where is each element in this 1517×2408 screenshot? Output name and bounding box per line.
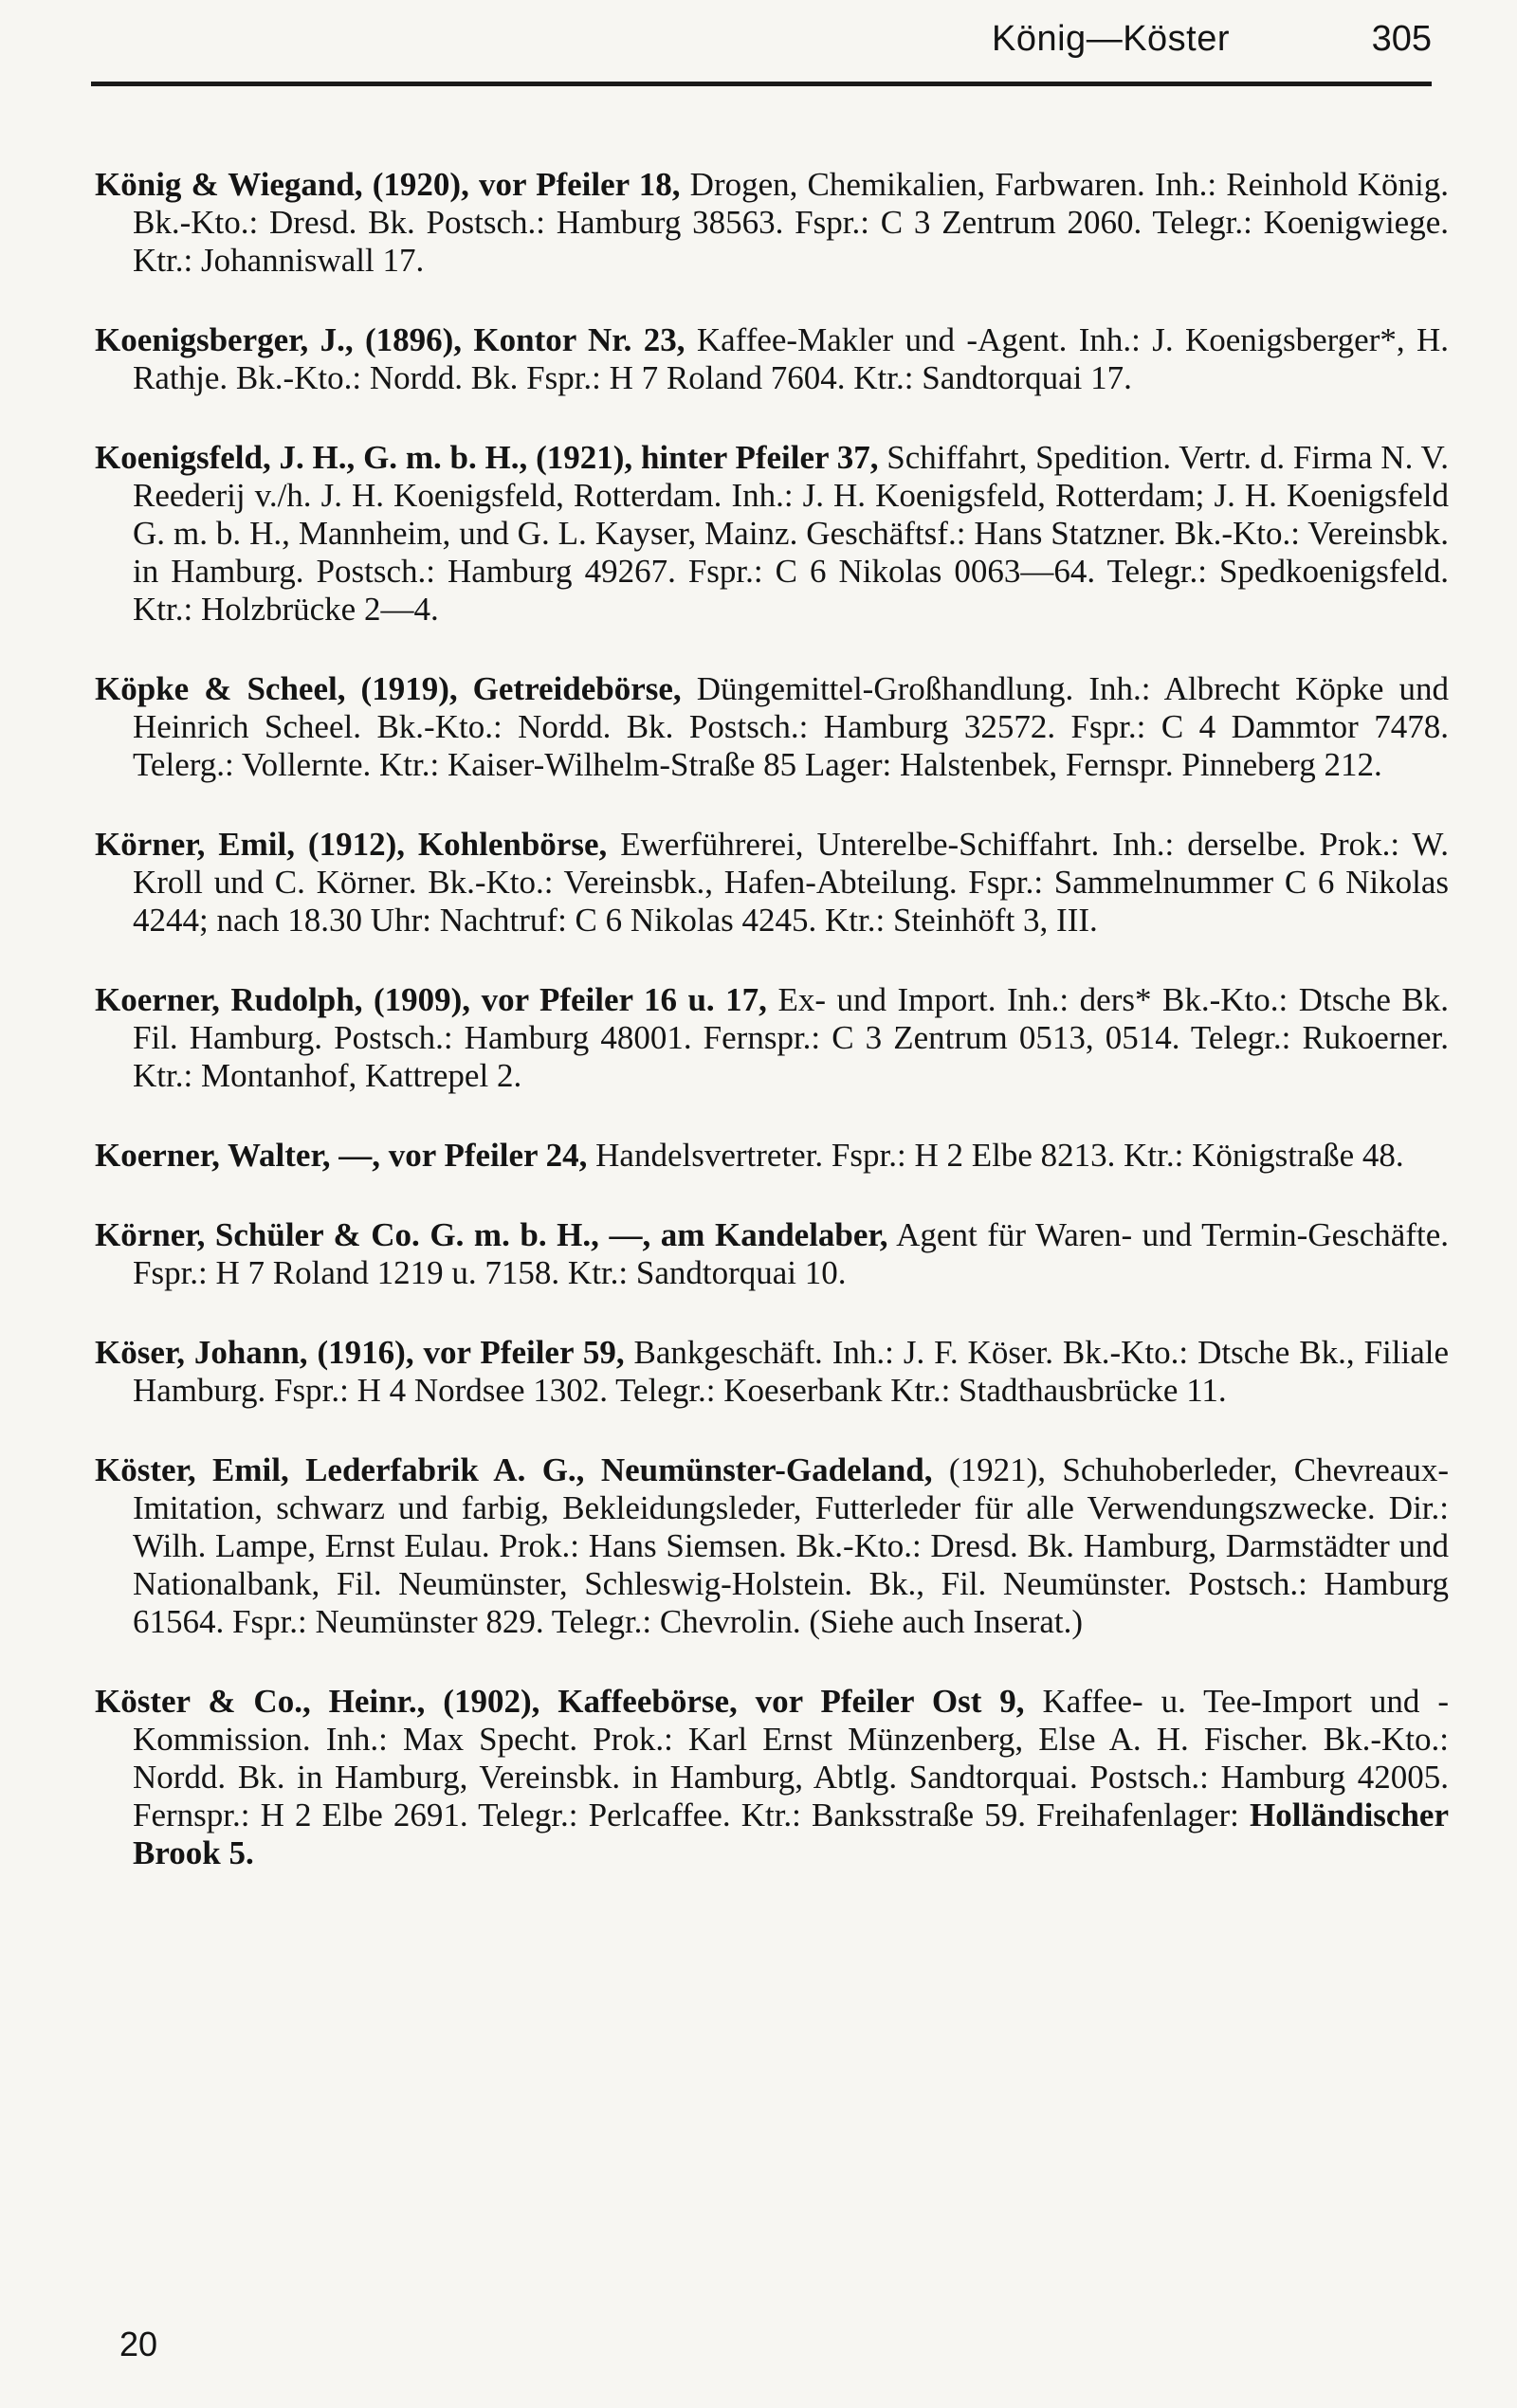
entry-heading: Koerner, Rudolph, (1909), vor Pfeiler 16 u. 17, xyxy=(95,981,767,1018)
directory-entry xyxy=(95,321,1449,397)
directory-entry xyxy=(95,166,1449,280)
directory-entry xyxy=(95,981,1449,1095)
entry-text: Handelsvertreter. Fspr.: H 2 Elbe 8213. Ktr.: Königstraße 48. xyxy=(587,1137,1404,1174)
directory-entry xyxy=(95,670,1449,784)
running-title: König—Köster xyxy=(992,19,1231,59)
directory-entry xyxy=(95,1451,1449,1641)
entry-heading: Köster, Emil, Lederfabrik A. G., Neumünster-Gadeland, xyxy=(95,1451,933,1488)
entry-heading: Köster & Co., Heinr., (1902), Kaffeebörse, vor Pfeiler Ost 9, xyxy=(95,1683,1025,1720)
entry-heading: Köser, Johann, (1916), vor Pfeiler 59, xyxy=(95,1334,625,1371)
signature-mark: 20 xyxy=(119,2325,158,2363)
entry-text: (1921), Schuhoberleder, Chevreaux-Imitation, schwarz und farbig, Bekleidungsleder, Futterleder für alle Verwendungszwecke. Dir.: Wilh. Lampe, Ernst Eulau. Prok.: Hans Siemsen. Bk.-Kto.: Dresd. Bk. Hamburg, Darmstädter und Nationalbank, Fil. Neumünster, Schleswig-Holstein. Bk., Fil. Neumünster. Postsch.: Hamburg 61564. Fspr.: Neumünster 829. Telegr.: Chevrolin. (Siehe auch Inserat.) xyxy=(133,1451,1450,1640)
running-head xyxy=(91,17,1432,86)
entry-text: Ewerführerei, Unterelbe-Schiffahrt. Inh.: derselbe. Prok.: W. Kroll und C. Körner. Bk.-Kto.: Vereinsbk., Hafen-Abteilung. Fspr.: Sammelnummer C 6 Nikolas 4244; nach 18.30 Uhr: Nachtruf: C 6 Nikolas 4245. Ktr.: Steinhöft 3, III. xyxy=(133,826,1449,939)
entry-heading: Körner, Schüler & Co. G. m. b. H., —, am Kandelaber, xyxy=(95,1216,888,1253)
entry-heading: König & Wiegand, (1920), vor Pfeiler 18, xyxy=(95,166,681,203)
entry-text: Bankgeschäft. Inh.: J. F. Köser. Bk.-Kto.: Dtsche Bk., Filiale Hamburg. Fspr.: H 4 Nordsee 1302. Telegr.: Koeserbank Ktr.: Stadthausbrücke 11. xyxy=(133,1334,1450,1409)
directory-entry xyxy=(95,1334,1449,1410)
entry-text: Düngemittel-Großhandlung. Inh.: Albrecht Köpke und Heinrich Scheel. Bk.-Kto.: Nordd. Bk. Postsch.: Hamburg 32572. Fspr.: C 4 Dammtor 7478. Telerg.: Vollernte. Ktr.: Kaiser-Wilhelm-Straße 85 Lager: Halstenbek, Fernspr. Pinneberg 212. xyxy=(133,670,1449,783)
page-number: 305 xyxy=(1371,19,1432,59)
directory-entry xyxy=(95,1683,1449,1872)
entry-heading: Köpke & Scheel, (1919), Getreidebörse, xyxy=(95,670,682,707)
entry-text: Agent für Waren- und Termin-Geschäfte. Fspr.: H 7 Roland 1219 u. 7158. Ktr.: Sandtorquai 10. xyxy=(133,1216,1449,1291)
entry-heading: Koerner, Walter, —, vor Pfeiler 24, xyxy=(95,1137,588,1174)
entry-text: Ex- und Import. Inh.: ders* Bk.-Kto.: Dtsche Bk. Fil. Hamburg. Postsch.: Hamburg 48001. Fernspr.: C 3 Zentrum 0513, 0514. Telegr.: Rukoerner. Ktr.: Montanhof, Kattrepel 2. xyxy=(133,981,1450,1094)
directory-entry xyxy=(95,1137,1449,1175)
entry-heading-tail: Holländischer Brook 5. xyxy=(133,1797,1449,1871)
entry-heading: Koenigsberger, J., (1896), Kontor Nr. 23, xyxy=(95,321,685,358)
entry-text: Kaffee-Makler und -Agent. Inh.: J. Koenigsberger*, H. Rathje. Bk.-Kto.: Nordd. Bk. Fspr.: H 7 Roland 7604. Ktr.: Sandtorquai 17. xyxy=(133,321,1449,396)
entry-text: Kaffee- u. Tee-Import und -Kommission. Inh.: Max Specht. Prok.: Karl Ernst Münzenberg, Else A. H. Fischer. Bk.-Kto.: Nordd. Bk. in Hamburg, Vereinsbk. in Hamburg, Abtlg. Sandtorquai. Postsch.: Hamburg 42005. Fernspr.: H 2 Elbe 2691. Telegr.: Perlcaffee. Ktr.: Banksstraße 59. Freihafenlager: xyxy=(133,1683,1449,1833)
entry-heading: Koenigsfeld, J. H., G. m. b. H., (1921), hinter Pfeiler 37, xyxy=(95,439,879,476)
directory-entry xyxy=(95,439,1449,629)
directory-entry xyxy=(95,1216,1449,1292)
entry-text: Schiffahrt, Spedition. Vertr. d. Firma N. V. Reederij v./h. J. H. Koenigsfeld, Rotterdam. Inh.: J. H. Koenigsfeld, Rotterdam; J. H. Koenigsfeld G. m. b. H., Mannheim, und G. L. Kayser, Mainz. Geschäftsf.: Hans Statzner. Bk.-Kto.: Vereinsbk. in Hamburg. Postsch.: Hamburg 49267. Fspr.: C 6 Nikolas 0063—64. Telegr.: Spedkoenigsfeld. Ktr.: Holzbrücke 2—4. xyxy=(133,439,1449,628)
entry-heading: Körner, Emil, (1912), Kohlenbörse, xyxy=(95,826,608,863)
entry-text: Drogen, Chemikalien, Farbwaren. Inh.: Reinhold König. Bk.-Kto.: Dresd. Bk. Postsch.: Hamburg 38563. Fspr.: C 3 Zentrum 2060. Telegr.: Koenigwiege. Ktr.: Johanniswall 17. xyxy=(133,166,1449,279)
directory-entry xyxy=(95,826,1449,939)
directory-entries xyxy=(95,133,1449,1914)
